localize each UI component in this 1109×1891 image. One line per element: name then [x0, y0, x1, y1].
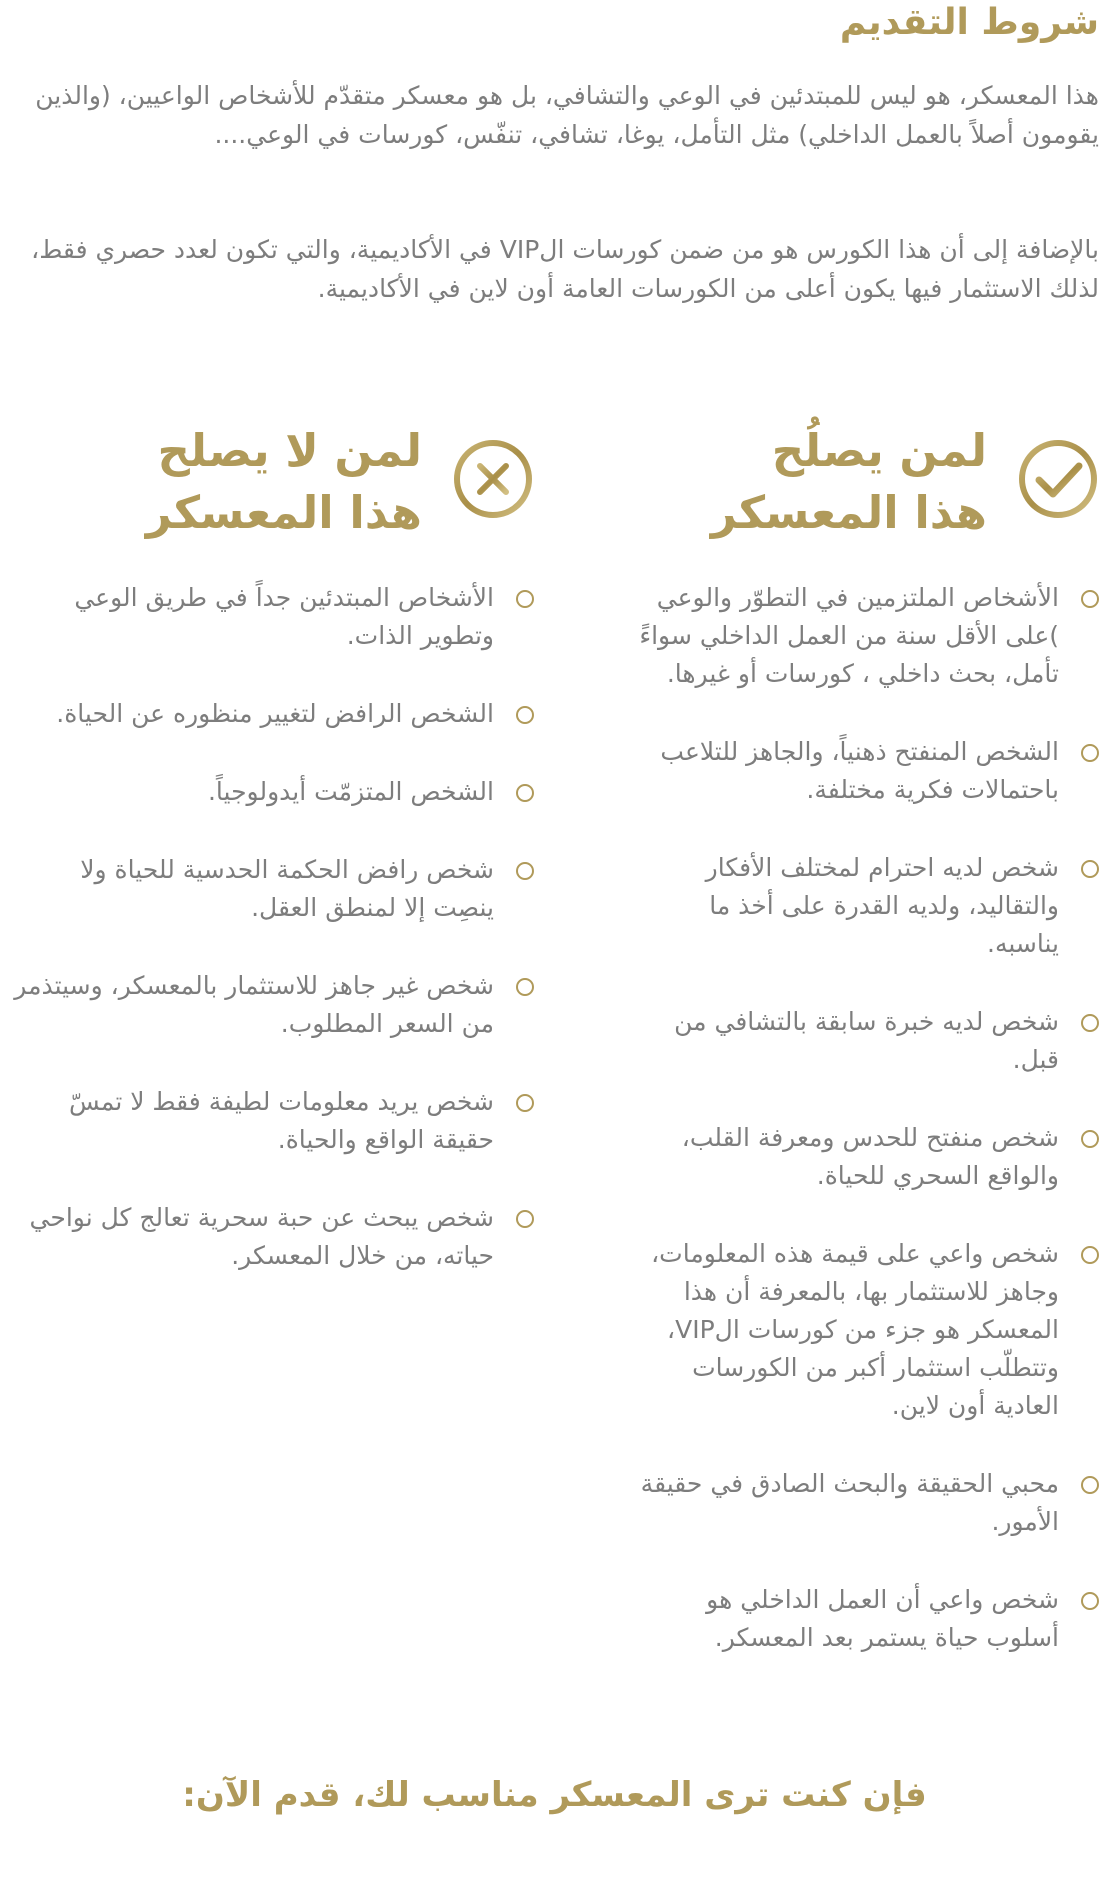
list-item-text: الشخص الرافض لتغيير منظوره عن الحياة. [56, 699, 494, 728]
list-item-text: شخص رافض الحكمة الحدسية للحياة ولا ينصِت إلا لمنطق العقل. [80, 855, 494, 922]
circle-bullet-icon [1081, 744, 1099, 762]
list-item [639, 1119, 1099, 1195]
circle-bullet-icon [516, 978, 534, 996]
list-item [14, 851, 534, 927]
list-item-text: شخص غير جاهز للاستثمار بالمعسكر، وسيتذمر من السعر المطلوب. [14, 971, 494, 1038]
list-item-text: شخص لديه خبرة سابقة بالتشافي من قبل. [674, 1007, 1059, 1074]
circle-bullet-icon [1081, 1246, 1099, 1264]
list-item-text: شخص واعي على قيمة هذه المعلومات، وجاهز للاستثمار بها، بالمعرفة أن هذا المعسكر هو جزء من كورسات الVIP، وتتطلّب استثمار أكبر من الكورسات العادية أون لاين. [651, 1239, 1059, 1420]
circle-bullet-icon [516, 590, 534, 608]
not-suitable-title-line1: لمن لا يصلح [157, 424, 422, 477]
circle-bullet-icon [1081, 1130, 1099, 1148]
not-suitable-title-line2: هذا المعسكر [145, 486, 422, 539]
circle-bullet-icon [516, 1210, 534, 1228]
list-item [14, 579, 534, 655]
page-heading: شروط التقديم [839, 2, 1099, 43]
list-item-text: شخص يريد معلومات لطيفة فقط لا تمسّ حقيقة الواقع والحياة. [69, 1087, 494, 1154]
not-suitable-list [14, 579, 534, 1275]
circle-bullet-icon [1081, 1476, 1099, 1494]
list-item-text: الأشخاص الملتزمين في التطوّر والوعي )على الأقل سنة من العمل الداخلي سواءً تأمل، بحث داخلي ، كورسات أو غيرها. [639, 583, 1059, 688]
list-item [14, 695, 534, 733]
suitable-title [711, 420, 987, 544]
circle-bullet-icon [516, 1094, 534, 1112]
circle-bullet-icon [516, 862, 534, 880]
list-item [639, 1465, 1099, 1541]
not-suitable-column [14, 420, 534, 1315]
list-item [14, 1199, 534, 1275]
suitable-list [639, 579, 1099, 1657]
not-suitable-title [146, 420, 422, 544]
x-circle-icon [452, 438, 534, 520]
list-item [14, 967, 534, 1043]
call-to-action: فإن كنت ترى المعسكر مناسب لك، قدم الآن: [182, 1775, 927, 1815]
list-item [14, 1083, 534, 1159]
list-item [639, 1581, 1099, 1657]
list-item-text: شخص لديه احترام لمختلف الأفكار والتقاليد، ولديه القدرة على أخذ ما يناسبه. [705, 853, 1059, 958]
check-circle-icon [1017, 438, 1099, 520]
list-item-text: الأشخاص المبتدئين جداً في طريق الوعي وتطوير الذات. [74, 583, 494, 650]
circle-bullet-icon [1081, 590, 1099, 608]
circle-bullet-icon [1081, 860, 1099, 878]
list-item-text: شخص منفتح للحدس ومعرفة القلب، والواقع السحري للحياة. [681, 1123, 1059, 1190]
not-suitable-header [14, 420, 534, 555]
list-item [14, 773, 534, 811]
circle-bullet-icon [516, 706, 534, 724]
list-item [639, 849, 1099, 963]
intro-paragraph-2: بالإضافة إلى أن هذا الكورس هو من ضمن كورسات الVIP في الأكاديمية، والتي تكون لعدد حصري فقط، لذلك الاستثمار فيها يكون أعلى من الكورسات العامة أون لاين في الأكاديمية. [31, 235, 1099, 303]
suitable-header [639, 420, 1099, 555]
suitable-title-line1: لمن يصلُح [771, 424, 987, 477]
list-item [639, 1003, 1099, 1079]
list-item [639, 733, 1099, 809]
list-item-text: الشخص المنفتح ذهنياً، والجاهز للتلاعب باحتمالات فكرية مختلفة. [660, 737, 1059, 804]
circle-bullet-icon [516, 784, 534, 802]
suitable-title-line2: هذا المعسكر [710, 486, 987, 539]
list-item [639, 1235, 1099, 1425]
list-item-text: شخص يبحث عن حبة سحرية تعالج كل نواحي حياته، من خلال المعسكر. [29, 1203, 494, 1270]
list-item [639, 579, 1099, 693]
list-item-text: شخص واعي أن العمل الداخلي هو أسلوب حياة يستمر بعد المعسكر. [706, 1585, 1059, 1652]
circle-bullet-icon [1081, 1014, 1099, 1032]
suitable-column [639, 420, 1099, 1697]
list-item-text: الشخص المتزمّت أيدولوجياً. [207, 777, 494, 806]
list-item-text: محبي الحقيقة والبحث الصادق في حقيقة الأمور. [640, 1469, 1059, 1536]
circle-bullet-icon [1081, 1592, 1099, 1610]
intro-paragraph-1: هذا المعسكر، هو ليس للمبتدئين في الوعي والتشافي، بل هو معسكر متقدّم للأشخاص الواعيين، (والذين يقومون أصلاً بالعمل الداخلي) مثل التأمل، يوغا، تشافي، تنفّس، كورسات في الوعي.... [35, 81, 1099, 149]
